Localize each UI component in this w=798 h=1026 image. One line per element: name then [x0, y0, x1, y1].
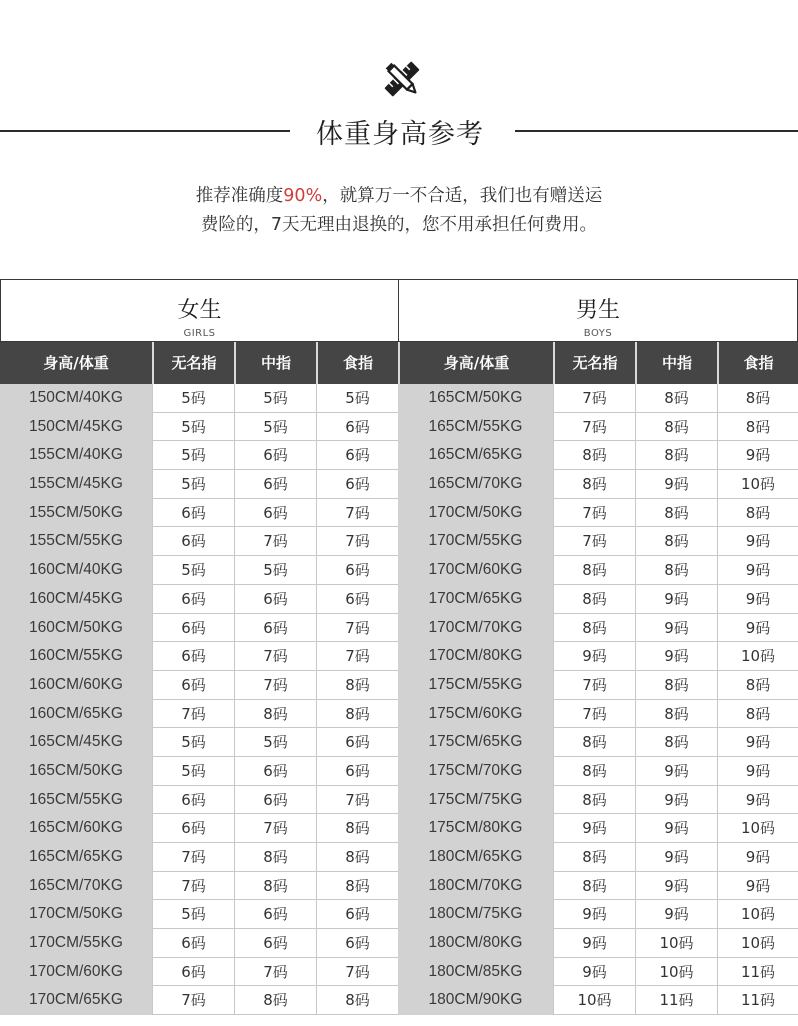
boys-middle-size: 8码 — [635, 413, 717, 442]
pencil-ruler-icon — [381, 58, 423, 100]
boys-ring-size: 8码 — [553, 757, 635, 786]
girls-middle-size: 6码 — [234, 929, 316, 958]
boys-ring-size: 8码 — [553, 614, 635, 643]
girls-index-size: 6码 — [316, 929, 398, 958]
boys-height-weight: 170CM/55KG — [398, 527, 553, 556]
girls-height-weight: 165CM/55KG — [0, 786, 152, 815]
boys-ring-size: 8码 — [553, 786, 635, 815]
table-row — [0, 900, 798, 929]
girls-middle-size: 5码 — [234, 413, 316, 442]
boys-index-size: 9码 — [717, 728, 798, 757]
title-divider-left — [0, 130, 290, 132]
table-row — [0, 384, 798, 413]
table-row — [0, 814, 798, 843]
boys-middle-size: 9码 — [635, 642, 717, 671]
table-row — [0, 872, 798, 901]
girls-col-ring-finger: 无名指 — [152, 342, 234, 384]
girls-height-weight: 165CM/50KG — [0, 757, 152, 786]
girls-ring-size: 5码 — [152, 413, 234, 442]
boys-height-weight: 180CM/75KG — [398, 900, 553, 929]
boys-index-size: 10码 — [717, 900, 798, 929]
boys-height-weight: 170CM/50KG — [398, 499, 553, 528]
boys-middle-size: 8码 — [635, 384, 717, 413]
table-row — [0, 585, 798, 614]
table-header — [0, 342, 798, 384]
boys-height-weight: 170CM/70KG — [398, 614, 553, 643]
table-row — [0, 527, 798, 556]
boys-col-middle-finger: 中指 — [635, 342, 717, 384]
boys-index-size: 11码 — [717, 958, 798, 987]
girls-group-header — [0, 279, 398, 342]
boys-index-size: 11码 — [717, 986, 798, 1015]
boys-ring-size: 7码 — [553, 413, 635, 442]
table-row — [0, 843, 798, 872]
boys-ring-size: 7码 — [553, 499, 635, 528]
girls-index-size: 7码 — [316, 614, 398, 643]
girls-height-weight: 155CM/45KG — [0, 470, 152, 499]
boys-height-weight: 180CM/80KG — [398, 929, 553, 958]
girls-height-weight: 165CM/60KG — [0, 814, 152, 843]
girls-index-size: 8码 — [316, 872, 398, 901]
boys-index-size: 8码 — [717, 671, 798, 700]
boys-col-height-weight: 身高/体重 — [398, 342, 553, 384]
girls-ring-size: 6码 — [152, 614, 234, 643]
table-row — [0, 929, 798, 958]
boys-index-size: 10码 — [717, 642, 798, 671]
table-row — [0, 642, 798, 671]
boys-ring-size: 8码 — [553, 843, 635, 872]
boys-middle-size: 9码 — [635, 614, 717, 643]
boys-ring-size: 9码 — [553, 814, 635, 843]
boys-ring-size: 8码 — [553, 872, 635, 901]
girls-middle-size: 6码 — [234, 786, 316, 815]
boys-height-weight: 175CM/55KG — [398, 671, 553, 700]
girls-height-weight: 170CM/50KG — [0, 900, 152, 929]
boys-height-weight: 180CM/65KG — [398, 843, 553, 872]
boys-height-weight: 180CM/90KG — [398, 986, 553, 1015]
table-row — [0, 786, 798, 815]
intro-line-1 — [0, 182, 798, 211]
girls-middle-size: 5码 — [234, 728, 316, 757]
boys-middle-size: 9码 — [635, 872, 717, 901]
girls-index-size: 6码 — [316, 757, 398, 786]
girls-height-weight: 170CM/55KG — [0, 929, 152, 958]
girls-ring-size: 6码 — [152, 814, 234, 843]
boys-middle-size: 9码 — [635, 900, 717, 929]
girls-ring-size: 6码 — [152, 585, 234, 614]
boys-middle-size: 8码 — [635, 527, 717, 556]
girls-height-weight: 150CM/40KG — [0, 384, 152, 413]
girls-ring-size: 5码 — [152, 728, 234, 757]
boys-index-size: 8码 — [717, 413, 798, 442]
table-row — [0, 470, 798, 499]
boys-height-weight: 170CM/65KG — [398, 585, 553, 614]
boys-height-weight: 175CM/80KG — [398, 814, 553, 843]
boys-height-weight: 180CM/85KG — [398, 958, 553, 987]
boys-col-ring-finger: 无名指 — [553, 342, 635, 384]
boys-height-weight: 165CM/70KG — [398, 470, 553, 499]
boys-index-size: 9码 — [717, 585, 798, 614]
girls-index-size: 6码 — [316, 470, 398, 499]
table-row — [0, 700, 798, 729]
boys-index-size: 9码 — [717, 786, 798, 815]
girls-subtitle: GIRLS — [183, 328, 216, 339]
girls-index-size: 6码 — [316, 413, 398, 442]
table-row — [0, 986, 798, 1015]
girls-ring-size: 5码 — [152, 470, 234, 499]
girls-ring-size: 6码 — [152, 786, 234, 815]
girls-height-weight: 160CM/45KG — [0, 585, 152, 614]
boys-ring-size: 10码 — [553, 986, 635, 1015]
boys-height-weight: 175CM/65KG — [398, 728, 553, 757]
boys-height-weight: 175CM/70KG — [398, 757, 553, 786]
boys-subtitle: BOYS — [583, 328, 613, 339]
size-table-body — [0, 384, 798, 1015]
boys-index-size: 9码 — [717, 556, 798, 585]
boys-middle-size: 8码 — [635, 499, 717, 528]
girls-middle-size: 8码 — [234, 843, 316, 872]
table-row — [0, 958, 798, 987]
boys-index-size: 8码 — [717, 499, 798, 528]
girls-height-weight: 160CM/40KG — [0, 556, 152, 585]
boys-middle-size: 9码 — [635, 786, 717, 815]
intro-line-1-after: ，就算万一不合适，我们也有赠送运 — [322, 186, 603, 206]
girls-middle-size: 6码 — [234, 757, 316, 786]
table-row — [0, 614, 798, 643]
girls-col-middle-finger: 中指 — [234, 342, 316, 384]
girls-index-size: 8码 — [316, 700, 398, 729]
girls-ring-size: 7码 — [152, 843, 234, 872]
boys-index-size: 8码 — [717, 700, 798, 729]
boys-height-weight: 165CM/55KG — [398, 413, 553, 442]
boys-group-header — [398, 279, 798, 342]
girls-middle-size: 7码 — [234, 671, 316, 700]
boys-middle-size: 11码 — [635, 986, 717, 1015]
boys-index-size: 8码 — [717, 384, 798, 413]
girls-height-weight: 160CM/55KG — [0, 642, 152, 671]
girls-index-size: 6码 — [316, 556, 398, 585]
girls-height-weight: 170CM/60KG — [0, 958, 152, 987]
boys-index-size: 9码 — [717, 843, 798, 872]
boys-height-weight: 180CM/70KG — [398, 872, 553, 901]
girls-ring-size: 7码 — [152, 700, 234, 729]
girls-ring-size: 5码 — [152, 441, 234, 470]
boys-index-size: 10码 — [717, 814, 798, 843]
boys-middle-size: 9码 — [635, 585, 717, 614]
girls-index-size: 8码 — [316, 986, 398, 1015]
boys-middle-size: 9码 — [635, 757, 717, 786]
girls-middle-size: 8码 — [234, 700, 316, 729]
girls-index-size: 6码 — [316, 728, 398, 757]
girls-middle-size: 6码 — [234, 499, 316, 528]
boys-title: 男生 — [575, 298, 620, 323]
girls-height-weight: 165CM/70KG — [0, 872, 152, 901]
boys-middle-size: 9码 — [635, 470, 717, 499]
title-divider-right — [515, 130, 798, 132]
girls-ring-size: 6码 — [152, 958, 234, 987]
boys-ring-size: 7码 — [553, 384, 635, 413]
girls-height-weight: 160CM/50KG — [0, 614, 152, 643]
girls-index-size: 5码 — [316, 384, 398, 413]
boys-ring-size: 9码 — [553, 900, 635, 929]
girls-ring-size: 5码 — [152, 556, 234, 585]
accuracy-highlight: 90% — [283, 186, 323, 206]
table-row — [0, 556, 798, 585]
girls-middle-size: 6码 — [234, 470, 316, 499]
girls-index-size: 6码 — [316, 441, 398, 470]
boys-col-index-finger: 食指 — [717, 342, 798, 384]
girls-index-size: 7码 — [316, 499, 398, 528]
page-title: 体重身高参考 — [316, 119, 484, 150]
girls-index-size: 7码 — [316, 786, 398, 815]
girls-middle-size: 7码 — [234, 642, 316, 671]
boys-index-size: 9码 — [717, 872, 798, 901]
girls-ring-size: 6码 — [152, 671, 234, 700]
girls-height-weight: 165CM/65KG — [0, 843, 152, 872]
girls-middle-size: 8码 — [234, 872, 316, 901]
boys-index-size: 9码 — [717, 527, 798, 556]
girls-index-size: 7码 — [316, 527, 398, 556]
table-row — [0, 757, 798, 786]
boys-index-size: 9码 — [717, 441, 798, 470]
table-row — [0, 728, 798, 757]
girls-ring-size: 6码 — [152, 642, 234, 671]
girls-middle-size: 6码 — [234, 441, 316, 470]
intro-line-1-before: 推荐准确度 — [195, 186, 284, 206]
boys-index-size: 9码 — [717, 614, 798, 643]
boys-middle-size: 8码 — [635, 441, 717, 470]
boys-ring-size: 8码 — [553, 585, 635, 614]
girls-ring-size: 5码 — [152, 384, 234, 413]
girls-height-weight: 150CM/45KG — [0, 413, 152, 442]
girls-height-weight: 170CM/65KG — [0, 986, 152, 1015]
table-row — [0, 441, 798, 470]
girls-middle-size: 6码 — [234, 585, 316, 614]
girls-index-size: 8码 — [316, 671, 398, 700]
boys-index-size: 9码 — [717, 757, 798, 786]
girls-index-size: 7码 — [316, 958, 398, 987]
boys-ring-size: 9码 — [553, 929, 635, 958]
girls-middle-size: 5码 — [234, 384, 316, 413]
girls-ring-size: 6码 — [152, 499, 234, 528]
girls-ring-size: 7码 — [152, 872, 234, 901]
girls-middle-size: 7码 — [234, 527, 316, 556]
intro-line-2: 费险的，7天无理由退换的，您不用承担任何费用。 — [200, 215, 598, 235]
girls-middle-size: 5码 — [234, 556, 316, 585]
table-row — [0, 413, 798, 442]
girls-middle-size: 6码 — [234, 614, 316, 643]
girls-ring-size: 5码 — [152, 900, 234, 929]
boys-height-weight: 165CM/65KG — [398, 441, 553, 470]
table-row — [0, 671, 798, 700]
boys-index-size: 10码 — [717, 470, 798, 499]
boys-middle-size: 8码 — [635, 556, 717, 585]
boys-ring-size: 7码 — [553, 700, 635, 729]
boys-height-weight: 175CM/75KG — [398, 786, 553, 815]
boys-middle-size: 10码 — [635, 929, 717, 958]
boys-ring-size: 7码 — [553, 671, 635, 700]
boys-middle-size: 10码 — [635, 958, 717, 987]
intro-text — [0, 182, 798, 240]
boys-height-weight: 170CM/60KG — [398, 556, 553, 585]
boys-index-size: 10码 — [717, 929, 798, 958]
boys-ring-size: 8码 — [553, 441, 635, 470]
girls-ring-size: 6码 — [152, 929, 234, 958]
boys-ring-size: 8码 — [553, 556, 635, 585]
girls-height-weight: 160CM/60KG — [0, 671, 152, 700]
girls-index-size: 7码 — [316, 642, 398, 671]
boys-middle-size: 9码 — [635, 814, 717, 843]
boys-height-weight: 170CM/80KG — [398, 642, 553, 671]
girls-ring-size: 7码 — [152, 986, 234, 1015]
girls-middle-size: 6码 — [234, 900, 316, 929]
girls-height-weight: 165CM/45KG — [0, 728, 152, 757]
boys-height-weight: 165CM/50KG — [398, 384, 553, 413]
boys-ring-size: 9码 — [553, 642, 635, 671]
boys-height-weight: 175CM/60KG — [398, 700, 553, 729]
boys-ring-size: 8码 — [553, 470, 635, 499]
girls-col-index-finger: 食指 — [316, 342, 398, 384]
boys-ring-size: 7码 — [553, 527, 635, 556]
girls-index-size: 8码 — [316, 843, 398, 872]
girls-index-size: 6码 — [316, 585, 398, 614]
girls-index-size: 6码 — [316, 900, 398, 929]
girls-middle-size: 7码 — [234, 814, 316, 843]
girls-height-weight: 155CM/40KG — [0, 441, 152, 470]
boys-middle-size: 9码 — [635, 843, 717, 872]
girls-middle-size: 8码 — [234, 986, 316, 1015]
boys-middle-size: 8码 — [635, 671, 717, 700]
girls-index-size: 8码 — [316, 814, 398, 843]
girls-col-height-weight: 身高/体重 — [43, 354, 109, 372]
section-title-row — [0, 108, 798, 154]
girls-ring-size: 6码 — [152, 527, 234, 556]
boys-middle-size: 8码 — [635, 700, 717, 729]
girls-title: 女生 — [177, 298, 222, 323]
table-row — [0, 499, 798, 528]
girls-height-weight: 155CM/50KG — [0, 499, 152, 528]
girls-height-weight: 160CM/65KG — [0, 700, 152, 729]
boys-ring-size: 8码 — [553, 728, 635, 757]
girls-ring-size: 5码 — [152, 757, 234, 786]
boys-ring-size: 9码 — [553, 958, 635, 987]
girls-height-weight: 155CM/55KG — [0, 527, 152, 556]
girls-middle-size: 7码 — [234, 958, 316, 987]
boys-middle-size: 8码 — [635, 728, 717, 757]
